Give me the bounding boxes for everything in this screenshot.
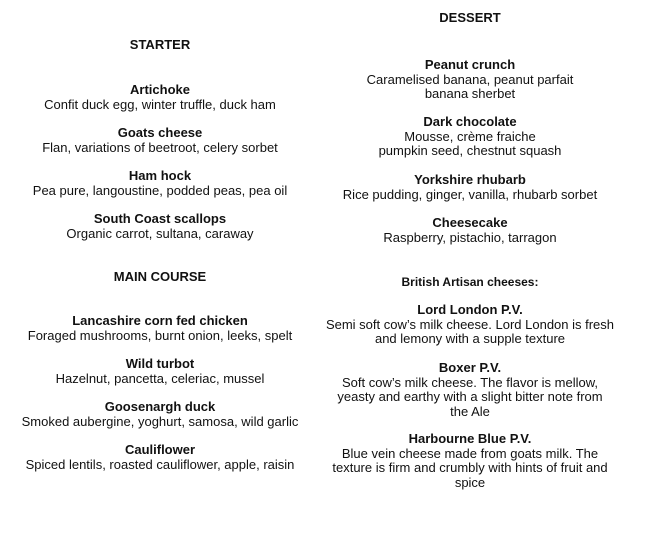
item-desc: Blue vein cheese made from goats milk. The bbox=[341, 445, 599, 461]
item-name: Cheesecake bbox=[432, 215, 508, 230]
item-desc: Semi soft cow’s milk cheese. Lord London is fresh bbox=[325, 316, 615, 332]
menu-item bbox=[315, 115, 625, 159]
menu-item bbox=[315, 58, 625, 102]
item-desc: Organic carrot, sultana, caraway bbox=[66, 225, 254, 241]
dessert-heading: DESSERT bbox=[439, 10, 501, 25]
main-heading: MAIN COURSE bbox=[113, 269, 207, 284]
menu-item bbox=[0, 126, 320, 155]
item-name: Peanut crunch bbox=[424, 57, 516, 72]
menu-item bbox=[0, 400, 320, 429]
item-desc: the Ale bbox=[450, 403, 490, 419]
item-desc: pumpkin seed, chestnut squash bbox=[378, 143, 562, 158]
item-name: Lancashire corn fed chicken bbox=[72, 313, 248, 328]
item-desc: Mousse, crème fraiche bbox=[404, 128, 536, 144]
menu-item bbox=[0, 212, 320, 241]
item-desc: and lemony with a supple texture bbox=[374, 331, 566, 346]
cheese-item bbox=[315, 361, 625, 419]
item-desc: Pea pure, langoustine, podded peas, pea oil bbox=[32, 182, 288, 198]
item-name: South Coast scallops bbox=[93, 211, 227, 226]
item-name: Goats cheese bbox=[117, 125, 203, 140]
item-desc: Hazelnut, pancetta, celeriac, mussel bbox=[55, 370, 265, 386]
item-desc: Rice pudding, ginger, vanilla, rhubarb sorbet bbox=[342, 186, 598, 202]
menu-item bbox=[315, 216, 625, 245]
item-name: Harbourne Blue P.V. bbox=[408, 431, 532, 446]
menu-item bbox=[0, 357, 320, 386]
item-name: Yorkshire rhubarb bbox=[414, 172, 526, 187]
menu-item bbox=[0, 314, 320, 343]
item-desc: Smoked aubergine, yoghurt, samosa, wild garlic bbox=[21, 413, 299, 429]
item-name: Artichoke bbox=[130, 82, 190, 97]
item-name: Cauliflower bbox=[124, 442, 196, 457]
item-name: Wild turbot bbox=[125, 356, 195, 371]
item-desc: yeasty and earthy with a slight bitter note from bbox=[337, 389, 603, 404]
cheese-item bbox=[315, 303, 625, 347]
item-desc: texture is firm and crumbly with hints of fruit and bbox=[332, 460, 608, 475]
item-name: Goosenargh duck bbox=[104, 399, 216, 414]
item-name: Dark chocolate bbox=[423, 114, 517, 129]
cheese-item bbox=[315, 432, 625, 490]
item-desc: Raspberry, pistachio, tarragon bbox=[383, 229, 557, 245]
item-desc: Caramelised banana, peanut parfait bbox=[366, 71, 574, 87]
item-name: Lord London P.V. bbox=[417, 302, 523, 317]
item-desc: Soft cow’s milk cheese. The flavor is mellow, bbox=[341, 374, 598, 390]
item-desc: Spiced lentils, roasted cauliflower, apple, raisin bbox=[25, 456, 295, 472]
item-desc: banana sherbet bbox=[424, 86, 516, 101]
item-desc: Flan, variations of beetroot, celery sorbet bbox=[42, 139, 278, 155]
cheeses-heading: British Artisan cheeses: bbox=[401, 275, 539, 289]
menu-item bbox=[0, 169, 320, 198]
item-name: Boxer P.V. bbox=[438, 360, 502, 375]
item-desc: Foraged mushrooms, burnt onion, leeks, spelt bbox=[27, 327, 293, 343]
menu-item bbox=[0, 83, 320, 112]
menu-item bbox=[315, 173, 625, 202]
menu-item bbox=[0, 443, 320, 472]
item-desc: spice bbox=[454, 474, 486, 490]
starter-heading: STARTER bbox=[129, 37, 191, 52]
item-name: Ham hock bbox=[128, 168, 192, 183]
item-desc: Confit duck egg, winter truffle, duck ham bbox=[44, 96, 276, 112]
